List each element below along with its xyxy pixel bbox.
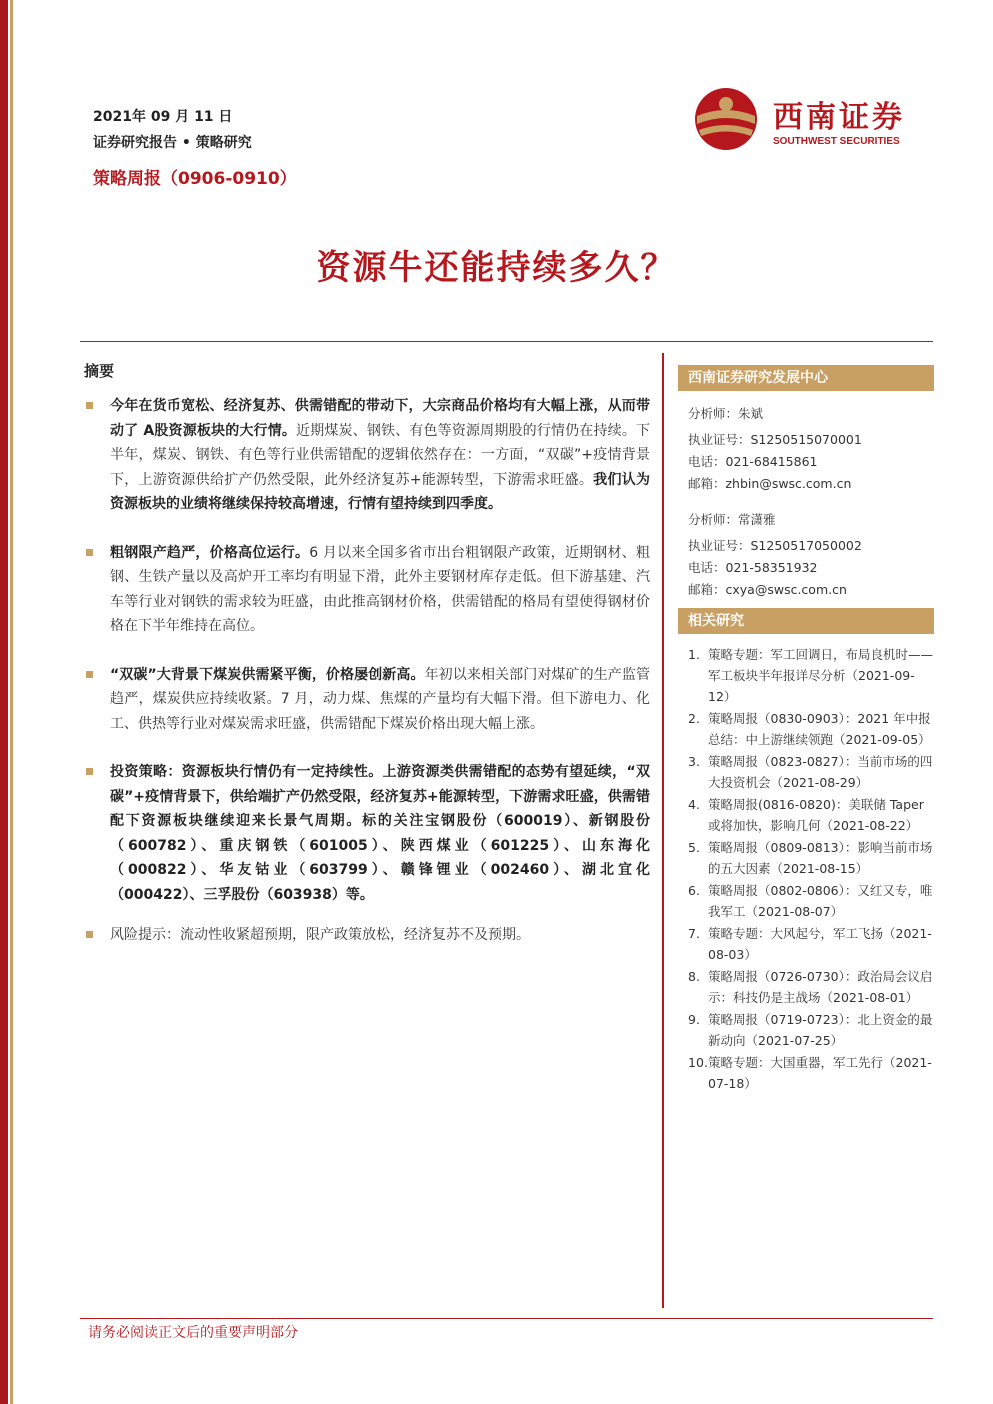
analyst-name: 分析师：常潇雅 (688, 512, 776, 527)
analyst-email: 邮箱：cxya@swsc.com.cn (688, 582, 847, 597)
related-research-panel (678, 608, 934, 1095)
related-research-list (678, 634, 934, 1094)
left-accent-stripe (10, 0, 13, 1404)
bullet-square-icon (86, 768, 93, 775)
bullet-square-icon (86, 549, 93, 556)
abstract-item-text: 6 月以来全国多省市出台粗钢限产政策，近期钢材、粗钢、生铁产量以及高炉开工率均有明显下滑，此外主要钢材库存走低。但下游基建、汽车等行业对钢铁的需求较为旺盛，由此推高钢材价格，供需错配的格局有望使得钢材价格在下半年维持在高位。 (110, 544, 651, 634)
analyst-info (678, 391, 934, 601)
related-research-item[interactable]: 5. 策略周报（0809-0813）：影响当前市场的五大因素（2021-08-15） (688, 840, 933, 876)
abstract-item-conclusion: 我们认为资源板块的业绩将继续保持较高增速，行情有望持续到四季度。 (110, 471, 651, 512)
abstract-item (84, 760, 650, 907)
analyst-cert: 执业证号：S1250515070001 (688, 432, 862, 447)
column-divider (662, 353, 664, 1308)
analyst-cert: 执业证号：S1250517050002 (688, 538, 862, 553)
left-accent-bar (0, 0, 8, 1404)
analyst-phone: 电话：021-68415861 (688, 454, 818, 469)
abstract-item-lead: 今年在货币宽松、经济复苏、供需错配的带动下，大宗商品价格均有大幅上涨，从而带动了 A股资源板块的大行情。 (110, 398, 650, 439)
related-research-item[interactable]: 2. 策略周报（0830-0903）：2021 年中报总结：中上游继续领跑（2021-09-05） (688, 711, 931, 747)
abstract-item (84, 541, 650, 639)
report-series: 策略周报（0906-0910） (93, 169, 297, 189)
risk-warning-text: 风险提示：流动性收紧超预期，限产政策放松，经济复苏不及预期。 (110, 927, 530, 943)
bullet-square-icon (86, 671, 93, 678)
abstract-item-lead: “双碳”大背景下煤炭供需紧平衡，价格屡创新高。 (110, 666, 425, 683)
related-research-item[interactable]: 7. 策略专题：大风起兮，军工飞扬（2021-08-03） (688, 926, 932, 962)
abstract-item-text: 近期煤炭、钢铁、有色等资源周期股的行情仍在持续。下半年，煤炭、钢铁、有色等行业供需错配的逻辑依然存在：一方面，“双碳”+疫情背景下，上游资源供给扩产仍然受限，此外经济复苏+能源转型，下游需求旺盛。 (110, 422, 650, 488)
logo-chinese-name: 西南证券 (773, 100, 905, 135)
bullet-square-icon (86, 931, 93, 938)
bullet-square-icon (86, 402, 93, 409)
abstract-heading: 摘要 (84, 362, 115, 380)
related-research-item[interactable]: 3. 策略周报（0823-0827）：当前市场的四大投资机会（2021-08-29） (688, 754, 933, 790)
abstract-item-text: 年初以来相关部门对煤矿的生产监管趋严，煤炭供应持续收紧。7 月，动力煤、焦煤的产量均有大幅下滑。但下游电力、化工、供热等行业对煤炭需求旺盛，供需错配下煤炭价格出现大幅上涨。 (110, 666, 650, 732)
logo-english-name: SOUTHWEST SECURITIES (773, 136, 900, 147)
abstract-body (84, 394, 650, 948)
related-research-item[interactable]: 6. 策略周报（0802-0806）：又红又专，唯我军工（2021-08-07） (688, 883, 933, 919)
abstract-item (84, 663, 650, 737)
related-research-item[interactable]: 9. 策略周报（0719-0723）：北上资金的最新动向（2021-07-25） (688, 1012, 933, 1048)
research-center-header: 西南证券研究发展中心 (678, 365, 934, 391)
analyst-email: 邮箱：zhbin@swsc.com.cn (688, 476, 852, 491)
footer-disclaimer: 请务必阅读正文后的重要声明部分 (88, 1325, 298, 1341)
abstract-item-lead: 投资策略：资源板块行情仍有一定持续性。上游资源类供需错配的态势有望延续，“双碳”+疫情背景下，供给端扩产仍然受限，经济复苏+能源转型，下游需求旺盛，供需错配下资源板块继续迎来长景气周期。标的关注宝钢股份（600019）、新钢股份（600782）、重庆钢铁（601005）、陕西煤业（601225）、山东海化（000822）、华友钴业（603799）、赣锋锂业（002460）、湖北宜化（000422）、三孚股份（603938）等。 (110, 764, 650, 903)
related-research-item[interactable]: 10. 策略专题：大国重器，军工先行（2021-07-18） (688, 1055, 932, 1091)
abstract-item-lead: 粗钢限产趋严，价格高位运行。 (110, 544, 310, 561)
report-title: 资源牛还能持续多久？ (316, 248, 677, 288)
report-date: 2021年 09 月 11 日 (93, 109, 233, 125)
logo-emblem-icon (693, 86, 759, 152)
bottom-divider (80, 1318, 933, 1319)
analyst-panel (678, 365, 934, 601)
abstract-item (84, 394, 650, 517)
top-divider (80, 341, 933, 342)
related-research-item[interactable]: 1. 策略专题：军工回调日，布局良机时——军工板块半年报详尽分析（2021-09-12） (688, 647, 934, 704)
company-logo (693, 86, 933, 152)
report-category: 证券研究报告 • 策略研究 (93, 135, 252, 151)
related-research-header: 相关研究 (678, 608, 934, 634)
risk-warning (84, 923, 650, 948)
related-research-item[interactable]: 4. 策略周报(0816-0820)：美联储 Taper 或将加快，影响几何（2021-08-22） (688, 797, 924, 833)
analyst-name: 分析师：朱斌 (688, 406, 764, 421)
related-research-item[interactable]: 8. 策略周报（0726-0730）：政治局会议启示：科技仍是主战场（2021-08-01） (688, 969, 933, 1005)
analyst-phone: 电话：021-58351932 (688, 560, 818, 575)
